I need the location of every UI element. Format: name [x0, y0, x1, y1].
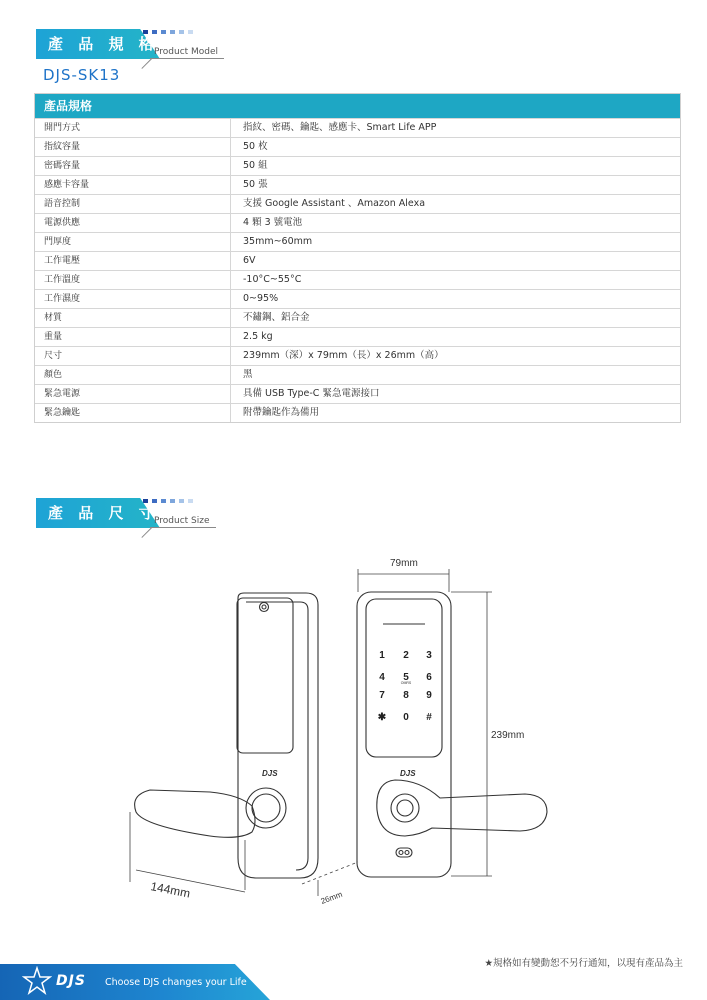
keypad-key: ✱	[377, 712, 387, 723]
footnote: ★規格如有變動恕不另行通知，以現有產品為主	[484, 958, 683, 969]
spec-row	[35, 289, 680, 308]
lock-logo-right: DJS	[400, 769, 416, 778]
lock-logo-left: DJS	[262, 769, 278, 778]
spec-row	[35, 251, 680, 270]
spec-row	[35, 175, 680, 194]
spec-value: 6V	[243, 255, 256, 266]
spec-row	[35, 327, 680, 346]
spec-key: 重量	[35, 328, 231, 346]
spec-key: 顏色	[35, 366, 231, 384]
spec-key: 感應卡容量	[35, 176, 231, 194]
spec-value: 不鏽鋼、鋁合金	[243, 312, 310, 323]
keypad-key: #	[426, 712, 432, 723]
spec-row	[35, 137, 680, 156]
spec-key: 材質	[35, 309, 231, 327]
keypad-key: 1	[379, 650, 385, 661]
dimension-height-label: 239mm	[491, 730, 525, 741]
spec-table-header: 產品規格	[35, 94, 680, 118]
keypad-key: 8	[403, 690, 409, 701]
section-subtitle-spec: Product Model	[150, 47, 224, 59]
spec-key: 語音控制	[35, 195, 231, 213]
spec-value: 239mm（深）x 79mm（長）x 26mm（高）	[243, 350, 444, 361]
spec-key: 電源供應	[35, 214, 231, 232]
model-number: DJS-SK13	[43, 66, 121, 84]
spec-key: 緊急電源	[35, 385, 231, 403]
spec-value: 黑	[243, 369, 253, 380]
spec-key: 緊急鑰匙	[35, 404, 231, 422]
spec-row	[35, 365, 680, 384]
spec-key: 工作濕度	[35, 290, 231, 308]
footer-slogan: Choose DJS changes your Life	[105, 977, 247, 988]
spec-value: 支援 Google Assistant 、Amazon Alexa	[243, 198, 426, 209]
spec-row	[35, 156, 680, 175]
decorative-dots	[53, 19, 197, 23]
dimension-depth-label: 26mm	[319, 889, 344, 906]
spec-value: 0~95%	[243, 293, 279, 304]
section-title-spec: 產 品 規 格	[48, 35, 159, 53]
spec-row	[35, 346, 680, 365]
spec-row	[35, 403, 680, 422]
spec-row	[35, 213, 680, 232]
spec-table-body	[35, 118, 680, 422]
spec-value: 50 張	[243, 179, 268, 190]
spec-key: 密碼容量	[35, 157, 231, 175]
spec-key: 工作電壓	[35, 252, 231, 270]
spec-value: 50 組	[243, 160, 268, 171]
spec-key: 門厚度	[35, 233, 231, 251]
spec-table	[34, 93, 681, 423]
keypad-key: 3	[426, 650, 432, 661]
spec-value: 指紋、密碼、鑰匙、感應卡、Smart Life APP	[243, 122, 437, 133]
keypad-key: 2	[403, 650, 409, 661]
dimension-width-label: 79mm	[390, 558, 418, 569]
spec-key: 指紋容量	[35, 138, 231, 156]
keypad-key: 0	[403, 712, 409, 723]
keypad-key: 4	[379, 672, 385, 683]
spec-row	[35, 384, 680, 403]
spec-row	[35, 118, 680, 137]
keypad-key: 5	[403, 672, 409, 683]
spec-key: 尺寸	[35, 347, 231, 365]
spec-key: 工作溫度	[35, 271, 231, 289]
keypad-key: 6	[426, 672, 432, 683]
footer-logo: DJS	[56, 973, 86, 989]
dimension-handle-label: 144mm	[149, 879, 192, 901]
keypad-key: 7	[379, 690, 385, 701]
brand-star-icon	[22, 966, 52, 996]
spec-value: 35mm~60mm	[243, 236, 313, 247]
spec-value: 4 顆 3 號電池	[243, 217, 303, 228]
keypad-key-sub-label: OMRS	[400, 681, 412, 685]
spec-row	[35, 232, 680, 251]
spec-row	[35, 194, 680, 213]
spec-value: 具備 USB Type-C 緊急電源接口	[243, 388, 380, 399]
spec-value: 附帶鑰匙作為備用	[243, 407, 320, 418]
section-title-size: 產 品 尺 寸	[48, 504, 159, 522]
spec-row	[35, 270, 680, 289]
decorative-dots	[53, 488, 197, 492]
spec-key: 開門方式	[35, 119, 231, 137]
spec-value: 2.5 kg	[243, 331, 273, 342]
spec-row	[35, 308, 680, 327]
product-dimension-drawing	[0, 540, 707, 940]
spec-value: 50 枚	[243, 141, 268, 152]
spec-value: -10°C~55°C	[243, 274, 302, 285]
keypad-key: 9	[426, 690, 432, 701]
section-subtitle-size: Product Size	[150, 516, 216, 528]
